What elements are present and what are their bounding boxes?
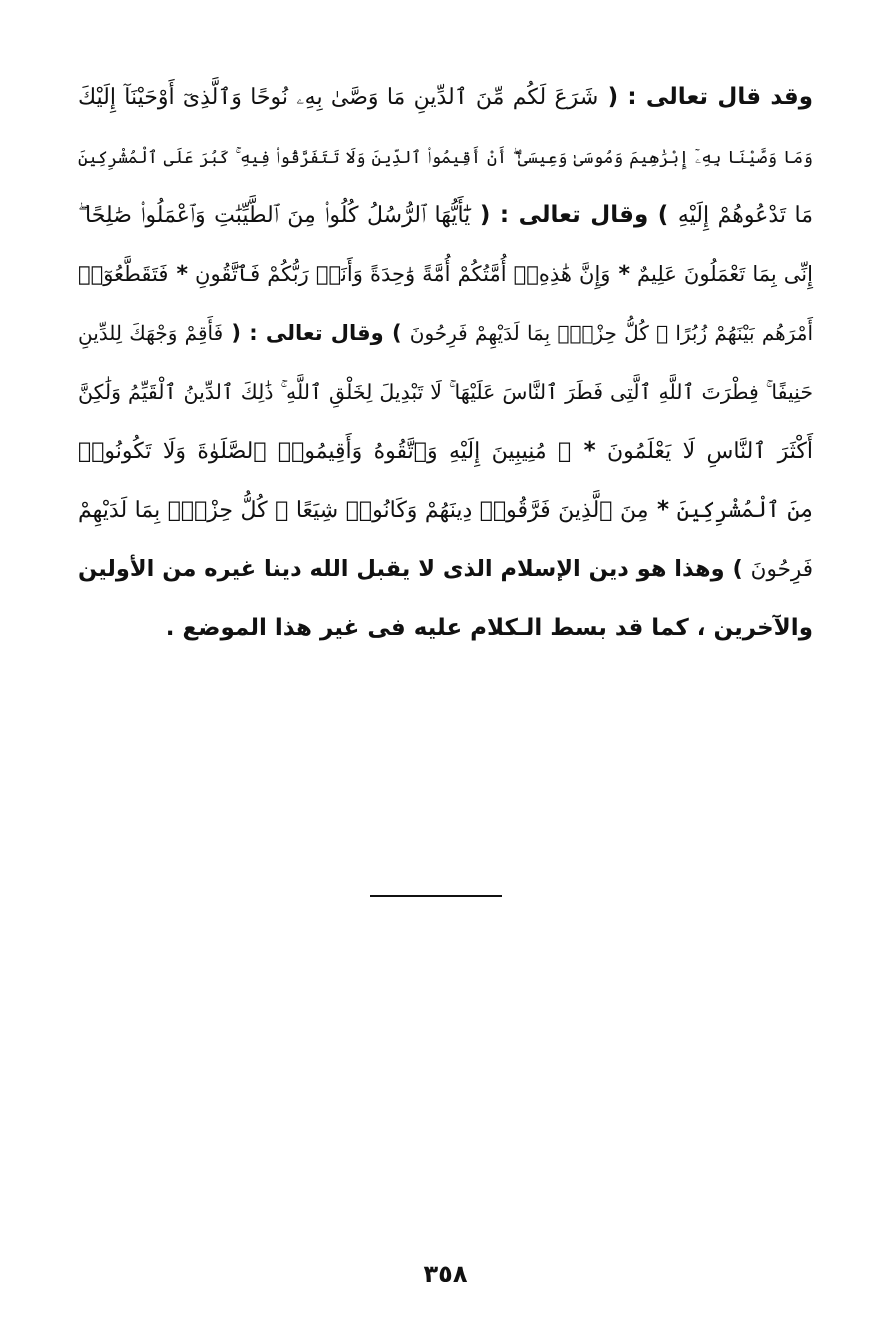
text-line [78,363,813,422]
section-divider [370,895,502,897]
commentary-text: ) وقال تعالى : ( [470,202,678,228]
commentary-text: * [610,262,630,287]
commentary-text: والآخرين ، كما قد بسط الـكلام عليه فى غير هذا الموضع . [165,615,813,641]
text-line [78,481,813,540]
quran-verse: وَإِنَّ هَٰذِهِۦٓ أُمَّتُكُمْ أُمَّةً وَٰحِدَةً وَأَنَا۠ رَبُّكُمْ فَٱتَّقُونِ [187,262,611,286]
quran-verse: يَٰٓأَيُّهَا ٱلرُّسُلُ كُلُوا۟ مِنَ ٱلطَّيِّبَٰتِ وَٱعْمَلُوا۟ صَٰلِحًا ۖ [78,203,471,228]
commentary-text: ) وهذا هو دين الإسلام الذى لا يقبل الله دينا غيره من الأولين [78,556,751,582]
body-text [78,68,813,658]
text-line [78,127,813,186]
text-line [78,186,813,245]
commentary-text: * [168,262,188,287]
quran-verse: أَمْرَهُم بَيْنَهُمْ زُبُرًا ۖ كُلُّ حِزْبٍۭ بِمَا لَدَيْهِمْ فَرِحُونَ [409,321,814,345]
commentary-text: وقد قال تعالى : ( [598,84,813,110]
commentary-text: * [648,497,670,523]
quran-verse: شَرَعَ لَكُم مِّنَ ٱلدِّينِ مَا وَصَّىٰ بِهِۦ نُوحًا وَٱلَّذِىٓ أَوْحَيْنَآ إِلَيْكَ [78,85,599,110]
quran-verse: حَنِيفًا ۚ فِطْرَتَ ٱللَّهِ ٱلَّتِى فَطَرَ ٱلنَّاسَ عَلَيْهَا ۚ لَا تَبْدِيلَ لِخَلْقِ ٱللَّهِ ۚ ذَٰلِكَ ٱلدِّينُ ٱلْقَيِّمُ وَلَٰكِنَّ [78,380,813,404]
quran-verse: وَمَا وَصَّيْنَا بِهِۦٓ إِبْرَٰهِيمَ وَمُوسَىٰ وَعِيسَىٰٓ ۖ أَنْ أَقِيمُوا۟ ٱلدِّينَ وَلَا تَتَفَرَّقُوا۟ فِيهِ ۚ كَبُرَ عَلَى ٱلْمُشْرِكِينَ [78,148,813,168]
quran-verse: فَرِحُونَ [750,557,813,582]
text-line [78,245,813,304]
quran-verse: فَأَقِمْ وَجْهَكَ لِلدِّينِ [78,321,224,345]
text-line [78,304,813,363]
quran-verse: ۞ مُنِيبِينَ إِلَيْهِ وَٱتَّقُوهُ وَأَقِيمُوا۟ ٱلصَّلَوٰةَ وَلَا تَكُونُوا۟ [78,439,572,464]
quran-verse: فَتَقَطَّعُوٓا۟ [78,262,169,286]
commentary-text: * [571,438,596,464]
quran-verse: مِنَ ٱلَّذِينَ فَرَّقُوا۟ دِينَهُمْ وَكَانُوا۟ شِيَعًا ۖ كُلُّ حِزْبٍۭ بِمَا لَدَيْهِمْ [78,498,649,523]
quran-verse: مَا تَدْعُوهُمْ إِلَيْهِ [677,203,814,228]
commentary-text: ) وقال تعالى : ( [223,321,410,345]
quran-verse: إِنِّى بِمَا تَعْمَلُونَ عَلِيمٌ [629,262,813,286]
text-line [78,68,813,127]
quran-verse: مِنَ ٱلْمُشْرِكِينَ [669,498,813,523]
page-number: ٣٥٨ [423,1260,468,1288]
quran-verse: أَكْثَرَ ٱلنَّاسِ لَا يَعْلَمُونَ [595,439,813,464]
text-line [78,599,813,658]
text-line [78,540,813,599]
text-line [78,422,813,481]
